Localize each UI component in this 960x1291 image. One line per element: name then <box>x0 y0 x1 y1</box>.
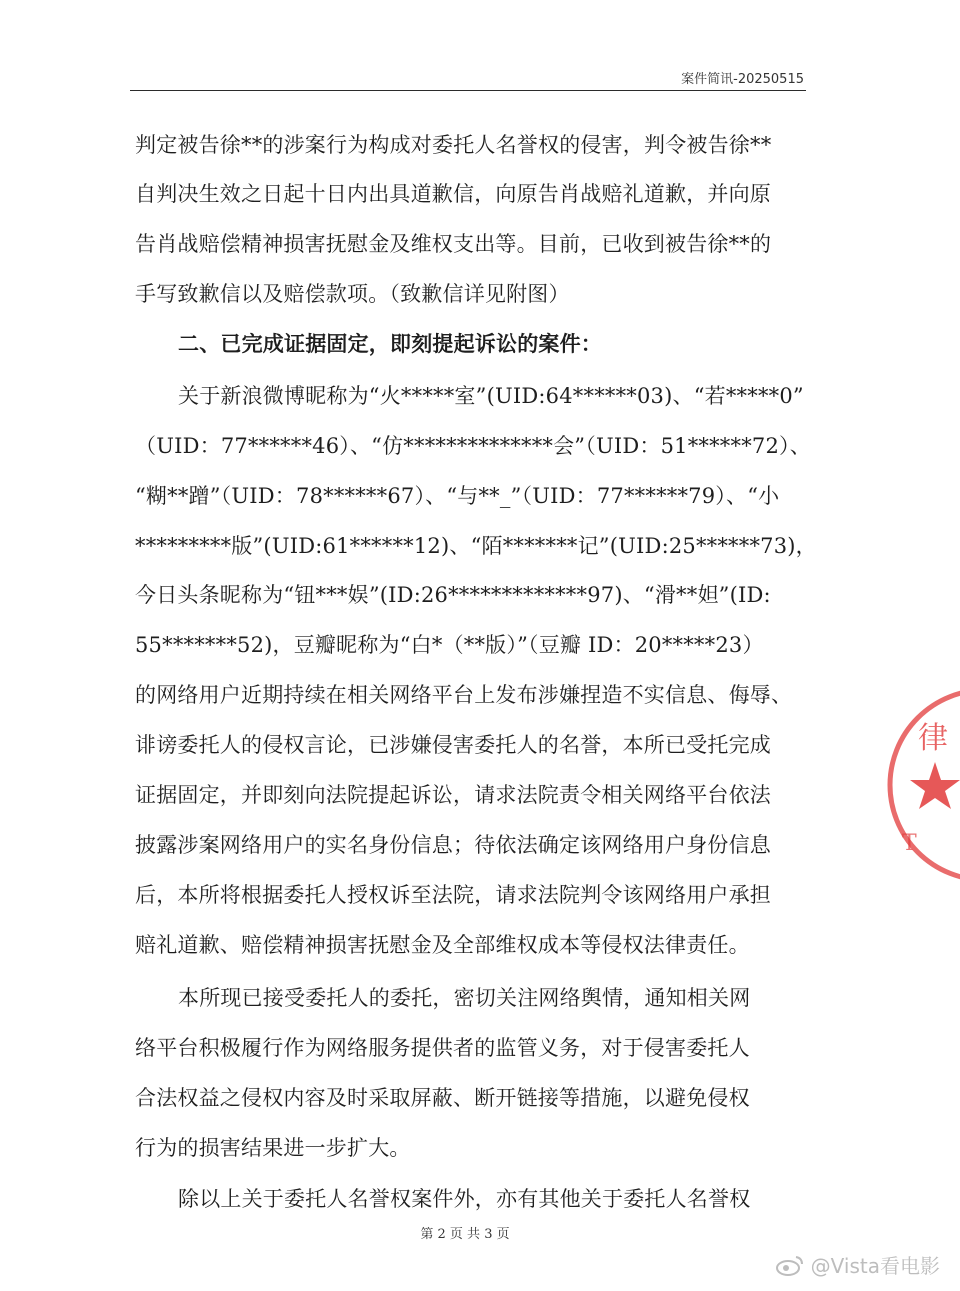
body-line: 合法权益之侵权内容及时采取屏蔽、断开链接等措施，以避免侵权 <box>135 1086 750 1110</box>
body-line: 关于新浪微博昵称为“火*****室”(UID:64******03)、“若*****0” <box>178 384 804 408</box>
body-line: （UID：77******46）、“仿**************会”（UID：51******72）、 <box>135 434 811 458</box>
body-line: 后，本所将根据委托人授权诉至法院，请求法院判令该网络用户承担 <box>135 883 771 907</box>
watermark <box>776 1250 940 1279</box>
body-line: 55*******52)，豆瓣昵称为“白*（**版）”（豆瓣 ID：20*****23） <box>135 633 764 657</box>
body-line: *********版”(UID:61******12)、“陌*******记”(UID:25******73)， <box>135 534 817 558</box>
body-line: 判定被告徐**的涉案行为构成对委托人名誉权的侵害，判令被告徐** <box>135 133 772 157</box>
body-line: 除以上关于委托人名誉权案件外，亦有其他关于委托人名誉权 <box>178 1187 751 1211</box>
body-line: “糊**蹭”（UID：78******67）、“与**_”（UID：77******79）、“小 <box>135 484 780 508</box>
section-heading: 二、已完成证据固定，即刻提起诉讼的案件： <box>178 332 602 356</box>
body-line: 披露涉案网络用户的实名身份信息；待依法确定该网络用户身份信息 <box>135 833 771 857</box>
seal-text: 律 <box>918 721 948 756</box>
body-line: 今日头条昵称为“钮***娱”(ID:26*************97)、“滑**妲”(ID: <box>135 583 771 607</box>
body-line: 手写致歉信以及赔偿款项。（致歉信详见附图） <box>135 282 570 306</box>
watermark-text: @Vista看电影 <box>810 1254 940 1278</box>
weibo-logo-icon <box>776 1254 804 1276</box>
body-line: 的网络用户近期持续在相关网络平台上发布涉嫌捏造不实信息、侮辱、 <box>135 683 793 707</box>
law-firm-seal-icon <box>880 680 960 894</box>
body-line: 诽谤委托人的侵权言论，已涉嫌侵害委托人的名誉，本所已受托完成 <box>135 733 771 757</box>
body-line: 行为的损害结果进一步扩大。 <box>135 1136 411 1160</box>
svg-text:T: T <box>902 831 917 856</box>
body-line: 告肖战赔偿精神损害抚慰金及维权支出等。目前，已收到被告徐**的 <box>135 232 772 256</box>
body-line: 本所现已接受委托人的委托，密切关注网络舆情，通知相关网 <box>178 986 751 1010</box>
body-line: 赔礼道歉、赔偿精神损害抚慰金及全部维权成本等侵权法律责任。 <box>135 933 750 957</box>
body-line: 络平台积极履行作为网络服务提供者的监管义务，对于侵害委托人 <box>135 1036 750 1060</box>
page-number: 第 2 页 共 3 页 <box>420 1227 510 1242</box>
page-header <box>130 66 806 91</box>
header-label: 案件简讯-20250515 <box>681 72 804 87</box>
body-line: 自判决生效之日起十日内出具道歉信，向原告肖战赔礼道歉，并向原 <box>135 182 771 206</box>
body-line: 证据固定，并即刻向法院提起诉讼，请求法院责令相关网络平台依法 <box>135 783 771 807</box>
